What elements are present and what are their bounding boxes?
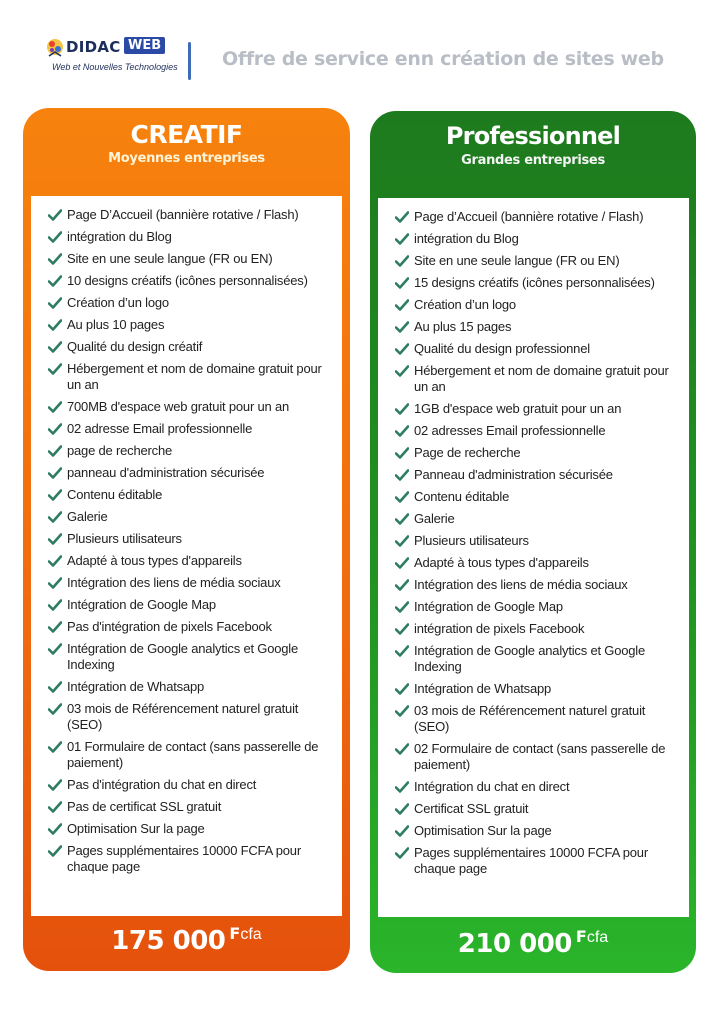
checkmark-icon <box>395 781 409 793</box>
feature-item <box>31 229 342 245</box>
checkmark-icon <box>48 845 62 857</box>
feature-item <box>31 597 342 613</box>
feature-item <box>31 339 342 355</box>
checkmark-icon <box>48 741 62 753</box>
feature-text: Intégration de Whatsapp <box>67 679 205 694</box>
feature-item <box>378 253 689 269</box>
feature-text: Plusieurs utilisateurs <box>67 531 182 546</box>
feature-text: Adapté à tous types d'appareils <box>414 555 589 570</box>
feature-text: Intégration de Google analytics et Google Indexing <box>67 641 299 672</box>
currency-f: F <box>229 924 241 943</box>
feature-item <box>378 467 689 483</box>
checkmark-icon <box>48 341 62 353</box>
feature-item <box>31 679 342 695</box>
feature-item <box>378 275 689 291</box>
checkmark-icon <box>48 275 62 287</box>
logo-didac-text: DIDAC <box>66 38 121 56</box>
feature-text: Au plus 10 pages <box>67 317 165 332</box>
checkmark-icon <box>48 779 62 791</box>
feature-text: Qualité du design professionnel <box>414 341 590 356</box>
feature-item <box>378 401 689 417</box>
checkmark-icon <box>395 601 409 613</box>
checkmark-icon <box>48 823 62 835</box>
feature-item <box>31 361 342 393</box>
feature-text: Intégration de Google Map <box>414 599 563 614</box>
feature-list <box>31 207 342 881</box>
checkmark-icon <box>395 535 409 547</box>
feature-item <box>378 363 689 395</box>
feature-item <box>378 341 689 357</box>
plan-subtitle: Moyennes entreprises <box>108 151 265 166</box>
checkmark-icon <box>48 231 62 243</box>
feature-text: Hébergement et nom de domaine gratuit pour un an <box>414 363 669 394</box>
checkmark-icon <box>48 253 62 265</box>
feature-item <box>31 295 342 311</box>
feature-item <box>378 643 689 675</box>
feature-text: Pages supplémentaires 10000 FCFA pour chaque page <box>414 845 648 876</box>
feature-text: Galerie <box>414 511 455 526</box>
feature-text: 02 Formulaire de contact (sans passerelle de paiement) <box>414 741 666 772</box>
checkmark-icon <box>48 577 62 589</box>
feature-text: intégration du Blog <box>414 231 519 246</box>
header-divider <box>188 42 191 80</box>
checkmark-icon <box>395 557 409 569</box>
checkmark-icon <box>48 533 62 545</box>
checkmark-icon <box>395 825 409 837</box>
feature-item <box>378 599 689 615</box>
checkmark-icon <box>48 209 62 221</box>
feature-text: Pas de certificat SSL gratuit <box>67 799 222 814</box>
feature-text: Site en une seule langue (FR ou EN) <box>414 253 620 268</box>
checkmark-icon <box>48 643 62 655</box>
feature-item <box>378 445 689 461</box>
feature-text: 700MB d'espace web gratuit pour un an <box>67 399 290 414</box>
feature-item <box>378 297 689 313</box>
feature-text: Intégration du chat en direct <box>414 779 570 794</box>
checkmark-icon <box>48 681 62 693</box>
feature-item <box>31 701 342 733</box>
feature-item <box>31 619 342 635</box>
checkmark-icon <box>48 445 62 457</box>
feature-text: Plusieurs utilisateurs <box>414 533 529 548</box>
feature-text: Intégration des liens de média sociaux <box>67 575 281 590</box>
feature-text: Site en une seule langue (FR ou EN) <box>67 251 273 266</box>
currency-cfa: cfa <box>240 926 262 943</box>
checkmark-icon <box>48 319 62 331</box>
checkmark-icon <box>395 447 409 459</box>
plan-card-creatif <box>23 108 350 971</box>
feature-item <box>31 443 342 459</box>
checkmark-icon <box>395 343 409 355</box>
checkmark-icon <box>48 363 62 375</box>
plan-price <box>23 926 350 956</box>
feature-item <box>31 843 342 875</box>
feature-text: Hébergement et nom de domaine gratuit pour un an <box>67 361 322 392</box>
feature-text: Optimisation Sur la page <box>414 823 552 838</box>
logo-tagline: Web et Nouvelles Technologies <box>52 62 178 72</box>
feature-item <box>31 575 342 591</box>
checkmark-icon <box>395 623 409 635</box>
feature-item <box>378 621 689 637</box>
feature-text: Page de recherche <box>414 445 521 460</box>
checkmark-icon <box>48 401 62 413</box>
checkmark-icon <box>395 579 409 591</box>
feature-text: Optimisation Sur la page <box>67 821 205 836</box>
checkmark-icon <box>395 365 409 377</box>
feature-item <box>31 531 342 547</box>
feature-item <box>378 779 689 795</box>
checkmark-icon <box>395 847 409 859</box>
feature-item <box>31 421 342 437</box>
feature-text: intégration du Blog <box>67 229 172 244</box>
feature-text: Page D’Accueil (bannière rotative / Flash) <box>67 207 299 222</box>
feature-item <box>378 319 689 335</box>
feature-item <box>31 739 342 771</box>
feature-item <box>378 209 689 225</box>
plan-title: CREATIF <box>130 120 243 149</box>
feature-item <box>378 681 689 697</box>
feature-item <box>31 641 342 673</box>
checkmark-icon <box>48 423 62 435</box>
checkmark-icon <box>395 513 409 525</box>
feature-text: Au plus 15 pages <box>414 319 512 334</box>
feature-item <box>378 801 689 817</box>
feature-panel <box>31 196 342 916</box>
feature-text: Panneau d'administration sécurisée <box>414 467 613 482</box>
checkmark-icon <box>48 703 62 715</box>
feature-item <box>378 555 689 571</box>
feature-item <box>378 231 689 247</box>
didacweb-logo <box>44 34 178 84</box>
feature-text: Intégration des liens de média sociaux <box>414 577 628 592</box>
feature-text: Pas d'intégration de pixels Facebook <box>67 619 272 634</box>
logo-globe-icon <box>44 36 66 60</box>
feature-text: Intégration de Whatsapp <box>414 681 552 696</box>
checkmark-icon <box>395 705 409 717</box>
feature-text: Création d’un logo <box>414 297 516 312</box>
feature-text: Intégration de Google analytics et Google Indexing <box>414 643 646 674</box>
feature-item <box>31 273 342 289</box>
feature-item <box>31 399 342 415</box>
checkmark-icon <box>395 255 409 267</box>
feature-item <box>31 487 342 503</box>
feature-list <box>378 209 689 883</box>
feature-text: panneau d'administration sécurisée <box>67 465 265 480</box>
checkmark-icon <box>395 277 409 289</box>
feature-text: 02 adresses Email professionnelle <box>414 423 606 438</box>
feature-item <box>31 317 342 333</box>
checkmark-icon <box>48 801 62 813</box>
checkmark-icon <box>48 297 62 309</box>
price-currency <box>576 929 608 946</box>
checkmark-icon <box>48 467 62 479</box>
checkmark-icon <box>48 555 62 567</box>
currency-f: F <box>575 927 587 946</box>
checkmark-icon <box>395 491 409 503</box>
feature-text: Pages supplémentaires 10000 FCFA pour chaque page <box>67 843 301 874</box>
feature-text: 10 designs créatifs (icônes personnalisées) <box>67 273 308 288</box>
feature-text: page de recherche <box>67 443 173 458</box>
feature-text: Adapté à tous types d'appareils <box>67 553 242 568</box>
checkmark-icon <box>395 645 409 657</box>
checkmark-icon <box>395 469 409 481</box>
feature-item <box>378 489 689 505</box>
checkmark-icon <box>395 683 409 695</box>
feature-text: Contenu éditable <box>414 489 510 504</box>
feature-text: 03 mois de Référencement naturel gratuit (SEO) <box>414 703 646 734</box>
checkmark-icon <box>48 489 62 501</box>
checkmark-icon <box>48 599 62 611</box>
feature-text: 03 mois de Référencement naturel gratuit (SEO) <box>67 701 299 732</box>
page-title: Offre de service enn création de sites web <box>222 48 664 70</box>
checkmark-icon <box>395 403 409 415</box>
plan-card-professionnel <box>370 111 696 973</box>
checkmark-icon <box>48 621 62 633</box>
feature-text: Certificat SSL gratuit <box>414 801 529 816</box>
feature-item <box>378 845 689 877</box>
feature-item <box>31 777 342 793</box>
feature-item <box>31 465 342 481</box>
feature-item <box>378 703 689 735</box>
feature-text: Intégration de Google Map <box>67 597 216 612</box>
feature-text: Qualité du design créatif <box>67 339 203 354</box>
feature-item <box>31 207 342 223</box>
feature-text: 01 Formulaire de contact (sans passerelle de paiement) <box>67 739 319 770</box>
feature-item <box>378 533 689 549</box>
feature-item <box>378 823 689 839</box>
feature-text: 15 designs créatifs (icônes personnalisées) <box>414 275 655 290</box>
price-amount: 210 000 <box>457 929 572 959</box>
feature-item <box>31 553 342 569</box>
feature-item <box>31 821 342 837</box>
feature-item <box>31 251 342 267</box>
plan-title: Professionnel <box>445 122 621 150</box>
feature-item <box>378 741 689 773</box>
feature-item <box>31 509 342 525</box>
feature-text: Création d’un logo <box>67 295 169 310</box>
checkmark-icon <box>395 321 409 333</box>
price-amount: 175 000 <box>111 926 226 956</box>
checkmark-icon <box>395 233 409 245</box>
plan-price <box>370 929 696 959</box>
feature-text: 02 adresse Email professionnelle <box>67 421 253 436</box>
feature-item <box>31 799 342 815</box>
feature-text: 1GB d'espace web gratuit pour un an <box>414 401 622 416</box>
feature-text: Page d’Accueil (bannière rotative / Flash) <box>414 209 644 224</box>
feature-text: Contenu éditable <box>67 487 163 502</box>
checkmark-icon <box>395 425 409 437</box>
checkmark-icon <box>48 511 62 523</box>
feature-item <box>378 577 689 593</box>
checkmark-icon <box>395 803 409 815</box>
price-currency <box>229 926 261 943</box>
checkmark-icon <box>395 211 409 223</box>
feature-item <box>378 423 689 439</box>
feature-text: intégration de pixels Facebook <box>414 621 585 636</box>
plan-subtitle: Grandes entreprises <box>461 153 605 168</box>
logo-web-badge: WEB <box>124 37 165 54</box>
feature-item <box>378 511 689 527</box>
feature-panel <box>378 198 689 917</box>
feature-text: Galerie <box>67 509 108 524</box>
checkmark-icon <box>395 743 409 755</box>
checkmark-icon <box>395 299 409 311</box>
feature-text: Pas d'intégration du chat en direct <box>67 777 257 792</box>
currency-cfa: cfa <box>586 929 609 946</box>
